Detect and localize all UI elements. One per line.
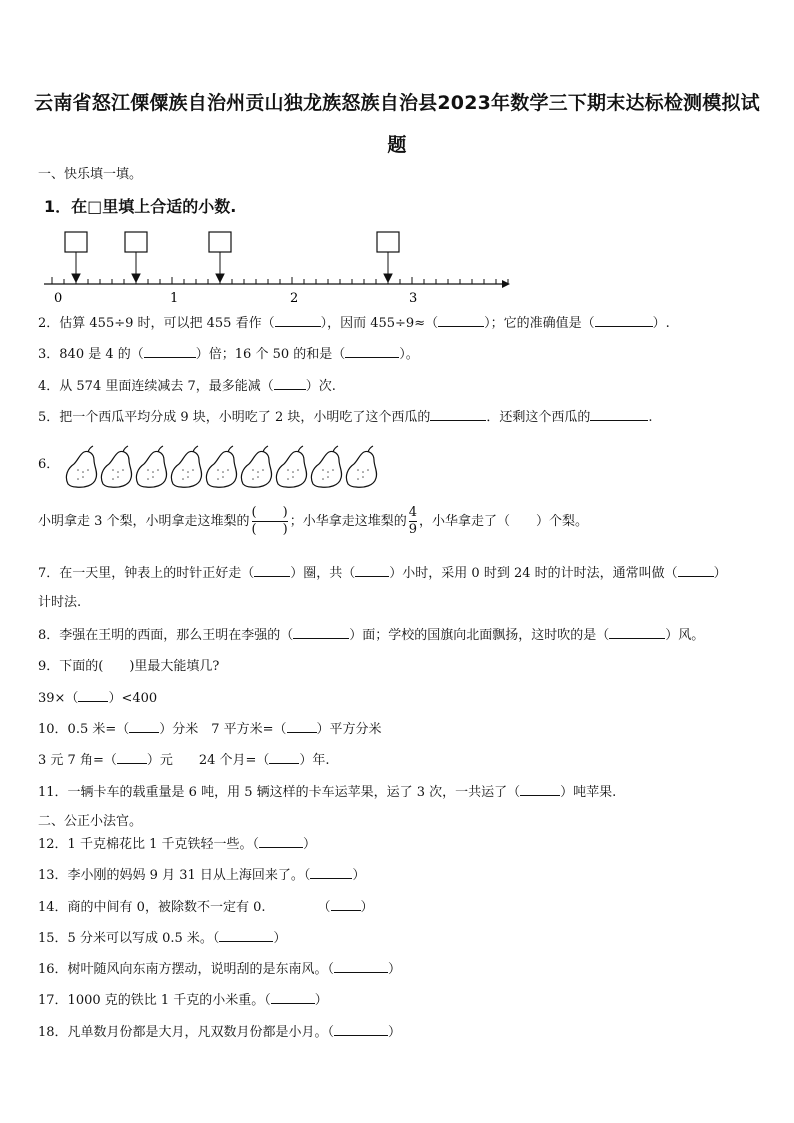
pear-icon — [346, 446, 376, 487]
pear-icon — [171, 446, 201, 487]
answer-box[interactable] — [377, 232, 399, 252]
answer-blank[interactable] — [334, 960, 388, 973]
section-heading-1: 一、快乐填一填。 — [38, 167, 143, 182]
answer-blank[interactable] — [117, 751, 147, 764]
question-10-continued: 3 元 7 角=（ ）元 24 个月=（ ）年. — [38, 753, 330, 768]
fraction-four-ninths: $\frac{4}{9}$ — [408, 505, 417, 537]
question-12: 12．1 千克棉花比 1 千克铁轻一些。（ ） — [38, 837, 316, 852]
answer-blank[interactable] — [310, 866, 352, 879]
pear-icon — [101, 446, 131, 487]
answer-blank[interactable] — [287, 720, 317, 733]
question-4: 4．从 574 里面连续减去 7，最多能减（ ）次. — [38, 379, 336, 394]
answer-blank[interactable] — [438, 314, 484, 327]
answer-blank[interactable] — [254, 564, 290, 577]
answer-blank[interactable] — [274, 377, 306, 390]
answer-blank[interactable] — [129, 720, 159, 733]
answer-box[interactable] — [65, 232, 87, 252]
answer-blank[interactable] — [219, 929, 273, 942]
question-6-text: 小明拿走 3 个梨，小明拿走这堆梨的 $\frac{( )}{( )}$ ；小华拿走这堆梨的 $\frac{4}{9}$ ，小华拿走了（ ）个梨。 — [38, 505, 589, 537]
question-10: 10．0.5 米=（ ）分米 7 平方米=（ ）平方分米 — [38, 722, 382, 737]
question-13: 13．李小刚的妈妈 9 月 31 日从上海回来了。（ ） — [38, 868, 366, 883]
pear-icon — [66, 446, 96, 487]
answer-blank[interactable] — [678, 564, 714, 577]
question-16: 16．树叶随风向东南方摆动，说明刮的是东南风。（ ） — [38, 962, 402, 977]
fraction-blank[interactable]: $\frac{( )}{( )}$ — [251, 505, 288, 537]
question-18: 18．凡单数月份都是大月，凡双数月份都是小月。（ ） — [38, 1025, 402, 1040]
answer-blank[interactable] — [293, 626, 349, 639]
question-7-continued: 计时法. — [38, 595, 82, 610]
answer-blank[interactable] — [590, 408, 648, 421]
answer-blank[interactable] — [345, 345, 399, 358]
answer-blank[interactable] — [78, 689, 108, 702]
question-2: 2．估算 455÷9 时，可以把 455 看作（ ），因而 455÷9≈（ ）；它的准确值是（ ）. — [38, 316, 670, 331]
tick-label-3: 3 — [409, 291, 418, 306]
page-title: 云南省怒江傈僳族自治州贡山独龙族怒族自治县2023年数学三下期末达标检测模拟试 — [34, 92, 760, 114]
tick-label-2: 2 — [290, 291, 299, 306]
pear-icon — [311, 446, 341, 487]
pear-illustration — [60, 444, 380, 488]
question-17: 17．1000 克的铁比 1 千克的小米重。（ ） — [38, 993, 328, 1008]
section-heading-2: 二、公正小法官。 — [38, 814, 143, 829]
pear-icon — [276, 446, 306, 487]
question-6-number: 6． — [38, 457, 60, 472]
answer-blank[interactable] — [355, 564, 389, 577]
axis-arrow-icon — [502, 280, 510, 288]
tick-label-1: 1 — [170, 291, 179, 306]
question-11: 11．一辆卡车的载重量是 6 吨，用 5 辆这样的卡车运苹果，运了 3 次，一共运了（ ）吨苹果. — [38, 785, 617, 800]
question-15: 15．5 分米可以写成 0.5 米。（ ） — [38, 931, 287, 946]
question-1: 1．在□里填上合适的小数. — [44, 197, 237, 216]
answer-blank[interactable] — [259, 835, 303, 848]
pear-icon — [241, 446, 271, 487]
answer-blank[interactable] — [520, 783, 560, 796]
answer-blank[interactable] — [275, 314, 321, 327]
page-title-continued: 题 — [387, 134, 407, 156]
answer-blank[interactable] — [271, 991, 315, 1004]
question-9: 9．下面的( )里最大能填几? — [38, 659, 220, 674]
question-3: 3．840 是 4 的（ ）倍；16 个 50 的和是（ ）。 — [38, 347, 419, 362]
answer-blank[interactable] — [144, 345, 196, 358]
question-8: 8．李强在王明的西面，那么王明在李强的（ ）面；学校的国旗向北面飘扬，这时吹的是（ ）风。 — [38, 628, 705, 643]
answer-box[interactable] — [209, 232, 231, 252]
answer-blank[interactable] — [334, 1023, 388, 1036]
answer-blank[interactable] — [269, 751, 299, 764]
pear-icon — [206, 446, 236, 487]
answer-blank[interactable] — [331, 898, 361, 911]
tick-label-0: 0 — [54, 291, 63, 306]
answer-blank[interactable] — [595, 314, 653, 327]
question-14: 14．商的中间有 0，被除数不一定有 0. （ ） — [38, 900, 374, 915]
pointer-arrow — [72, 252, 392, 282]
answer-blank[interactable] — [609, 626, 665, 639]
question-7: 7．在一天里，钟表上的时针正好走（ ）圈，共（ ）小时，采用 0 时到 24 时的计时法，通常叫做（ ） — [38, 566, 727, 581]
question-5: 5．把一个西瓜平均分成 9 块，小明吃了 2 块，小明吃了这个西瓜的 ．还剩这个西瓜的 . — [38, 410, 653, 425]
answer-box[interactable] — [125, 232, 147, 252]
question-9-expression: 39×（ ）<400 — [38, 691, 158, 706]
pear-icon — [136, 446, 166, 487]
number-line — [40, 228, 520, 308]
answer-blank[interactable] — [430, 408, 486, 421]
